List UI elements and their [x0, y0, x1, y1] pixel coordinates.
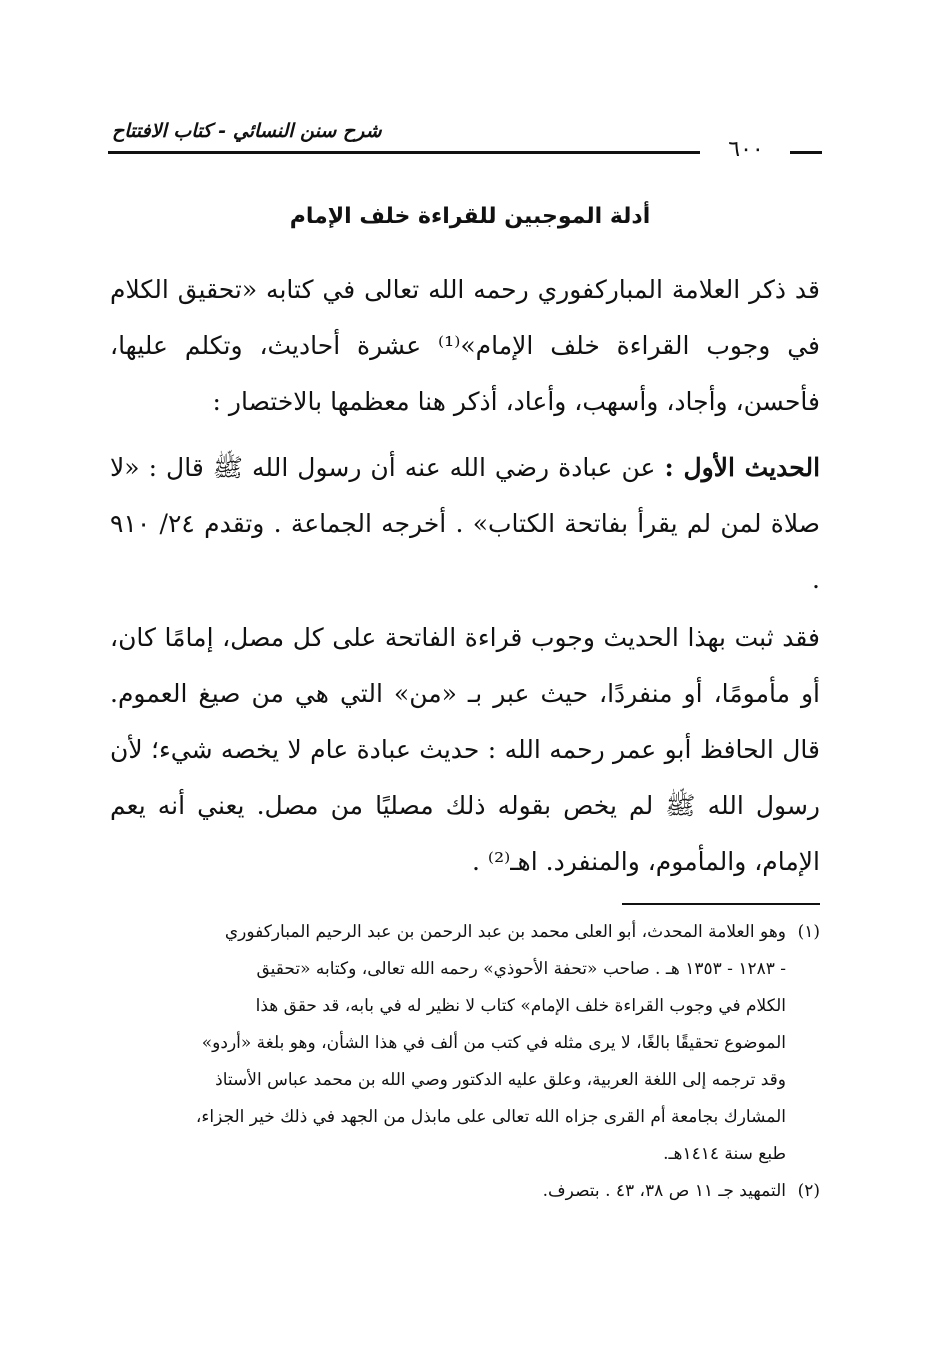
section-heading: أدلة الموجبين للقراءة خلف الإمام [289, 204, 651, 229]
footnote-line: وهو العلامة المحدث، أبو العلى محمد بن عبد الرحمن بن عبد الرحيم المباركفوري [224, 922, 786, 942]
page-number: ٦٠٠ [728, 137, 764, 162]
hadith-label: الحديث الأول : [664, 453, 821, 482]
hadith-text: عن عبادة رضي الله عنه أن رسول الله ﷺ قال : «لا صلاة لمن لم يقرأ بفاتحة الكتاب» . أخرجه الجماعة . وتقدم ٢٤/ ٩١٠ . [110, 453, 820, 594]
footnotes [110, 914, 820, 1210]
body-paragraph-intro: قد ذكر العلامة المباركفوري رحمه الله تعالى في كتابه «تحقيق الكلام في وجوب القراءة خلف الإمام»⁽¹⁾ عشرة أحاديث، وتكلم عليها، فأحسن، وأجاد، وأسهب، وأعاد، أذكر هنا معظمها بالاختصار : [110, 275, 820, 416]
footnote-2 [110, 1173, 820, 1210]
running-title: شرح سنن النسائي - كتاب الافتتاح [112, 120, 382, 142]
footnote-line: التمهيد جـ ١١ ص ٣٨، ٤٣ . بتصرف. [542, 1181, 786, 1201]
footnote-number: (١) [797, 922, 820, 942]
footnote-line: طبع سنة ١٤١٤هـ. [663, 1144, 786, 1164]
footnote-number: (٢) [797, 1181, 820, 1201]
footnote-line: الموضوع تحقيقًا بالغًا، لا يرى مثله في كتب من ألف في هذا الشأن، وهو بلغة «أردو» [201, 1033, 786, 1053]
body-paragraph-commentary: فقد ثبت بهذا الحديث وجوب قراءة الفاتحة على كل مصل، إمامًا كان، أو مأمومًا، أو منفردًا، حيث عبر بـ «من» التي هي من صيغ العموم. قال الحافظ أبو عمر رحمه الله : حديث عبادة عام لا يخصه شيء؛ لأن رسول الله ﷺ لم يخص بقوله ذلك مصليًا من مصل. يعني أنه يعم الإمام، والمأموم، والمنفرد. اهـ⁽²⁾ . [110, 623, 820, 876]
footnote-line: المشارك بجامعة أم القرى جزاه الله تعالى على مابذل من الجهد في ذلك خير الجزاء، [195, 1107, 786, 1127]
body-paragraph-hadith [110, 440, 820, 608]
footnote-text [110, 914, 786, 1173]
header-rule-short [790, 151, 822, 154]
footnote-text [110, 1173, 786, 1210]
header-rule [108, 151, 700, 154]
footnote-1 [110, 914, 820, 1173]
footnote-line: - ١٢٨٣ - ١٣٥٣ هـ . صاحب «تحفة الأحوذي» رحمه الله تعالى، وكتابه «تحقيق [256, 959, 786, 979]
footnote-line: وقد ترجمه إلى اللغة العربية، وعلق عليه الدكتور وصي الله بن محمد عباس الأستاذ [215, 1070, 786, 1090]
footnote-line: الكلام في وجوب القراءة خلف الإمام» كتاب لا نظير له في بابه، قد حقق هذا [255, 996, 786, 1016]
footnote-rule [622, 903, 820, 905]
